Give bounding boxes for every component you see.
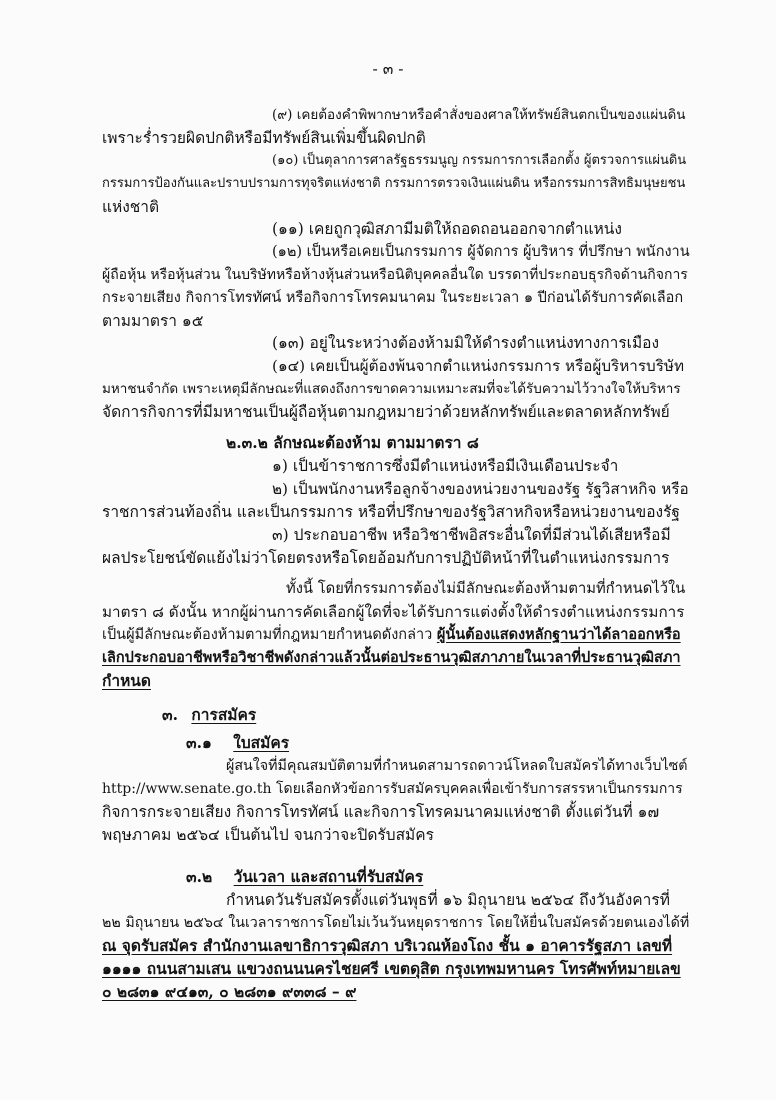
item-11-line-1: (๑๑) เคยถูกวุฒิสภามีมติให้ถอดถอนออกจากตำแหน่ง bbox=[272, 220, 622, 238]
section-32-line-5: ๐ ๒๘๓๑ ๙๔๑๓, ๐ ๒๘๓๑ ๙๓๓๘ – ๙ bbox=[102, 982, 357, 1001]
note-line-3-plain: เป็นผู้มีลักษณะต้องห้ามตามที่กฎหมายกำหนดดังกล่าว bbox=[102, 627, 437, 643]
section-32-number: ๓.๒ bbox=[186, 867, 213, 886]
section-32-line-4: ๑๑๑๑ ถนนสามเสน แขวงถนนนครไชยศรี เขตดุสิต กรุงเทพมหานคร โทรศัพท์หมายเลข bbox=[102, 959, 681, 978]
note-line-3-emphasis: ผู้นั้นต้องแสดงหลักฐานว่าได้ลาออกหรือ bbox=[436, 626, 681, 643]
item-10-line-2: กรรมการป้องกันและปราบปรามการทุจริตแห่งชาติ กรรมการตรวจเงินแผ่นดิน หรือกรรมการสิทธิมนุษยชน bbox=[102, 176, 686, 191]
section-3-title: การสมัคร bbox=[191, 705, 257, 724]
item-12-line-1: (๑๒) เป็นหรือเคยเป็นกรรมการ ผู้จัดการ ผู้บริหาร ที่ปรึกษา พนักงาน bbox=[272, 244, 690, 260]
note-line-2: มาตรา ๘ ดังนั้น หากผู้ผ่านการคัดเลือกผู้ใดที่จะได้รับการแต่งตั้งให้ดำรงตำแหน่งกรรมการ bbox=[102, 603, 685, 621]
note-line-1: ทั้งนี้ โดยที่กรรมการต้องไม่มีลักษณะต้องห้ามตามที่กำหนดไว้ใน bbox=[286, 580, 686, 597]
section-232-item-3-line-2: ผลประโยชน์ขัดแย้งไม่ว่าโดยตรงหรือโดยอ้อมกับการปฏิบัติหน้าที่ในตำแหน่งกรรมการ bbox=[102, 549, 670, 567]
section-232-heading: ๒.๓.๒ ลักษณะต้องห้าม ตามมาตรา ๘ bbox=[226, 433, 479, 452]
section-232-item-3-line-1: ๓) ประกอบอาชีพ หรือวิชาชีพอิสระอื่นใดที่มีส่วนได้เสียหรือมี bbox=[272, 526, 671, 544]
section-32-line-3: ณ จุดรับสมัคร สำนักงานเลขาธิการวุฒิสภา บริเวณห้องโถง ชั้น ๑ อาคารรัฐสภา เลขที่ bbox=[102, 936, 673, 955]
section-3-number: ๓. bbox=[162, 705, 178, 724]
section-232-item-2-line-2: ราชการส่วนท้องถิ่น และเป็นกรรมการ หรือที่ปรึกษาของรัฐวิสาหกิจหรือหน่วยงานของรัฐ bbox=[102, 503, 680, 521]
section-31-line-4: พฤษภาคม ๒๕๖๔ เป็นต้นไป จนกว่าจะปิดรับสมัคร bbox=[102, 826, 434, 844]
item-9-line-1: (๙) เคยต้องคำพิพากษาหรือคำสั่งของศาลให้ทรัพย์สินตกเป็นของแผ่นดิน bbox=[272, 107, 686, 123]
section-31-line-3: กิจการกระจายเสียง กิจการโทรทัศน์ และกิจการโทรคมนาคมแห่งชาติ ตั้งแต่วันที่ ๑๗ bbox=[102, 803, 660, 821]
section-232-item-2-line-1: ๒) เป็นพนักงานหรือลูกจ้างของหน่วยงานของรัฐ รัฐวิสาหกิจ หรือ bbox=[272, 480, 689, 498]
section-31-line-1: ผู้สนใจที่มีคุณสมบัติตามที่กำหนดสามารถดาวน์โหลดใบสมัครได้ทางเว็บไซต์ bbox=[226, 758, 688, 774]
section-31-number: ๓.๑ bbox=[186, 733, 212, 752]
section-32-title: วันเวลา และสถานที่รับสมัคร bbox=[233, 867, 424, 886]
item-9-line-2: เพราะร่ำรวยผิดปกติหรือมีทรัพย์สินเพิ่มขึ้นผิดปกติ bbox=[102, 129, 426, 147]
item-14-line-1: (๑๔) เคยเป็นผู้ต้องพ้นจากตำแหน่งกรรมการ หรือผู้บริหารบริษัท bbox=[272, 357, 685, 375]
note-line-3 bbox=[102, 624, 681, 646]
section-32-line-1: กำหนดวันรับสมัครตั้งแต่วันพุธที่ ๑๖ มิถุนายน ๒๕๖๔ ถึงวันอังคารที่ bbox=[226, 891, 670, 909]
item-12-line-3: กระจายเสียง กิจการโทรทัศน์ หรือกิจการโทรคมนาคม ในระยะเวลา ๑ ปีก่อนได้รับการคัดเลือก bbox=[102, 290, 684, 306]
section-3-heading bbox=[162, 704, 256, 726]
section-31-line-2: http://www.senate.go.th โดยเลือกหัวข้อการรับสมัครบุคคลเพื่อเข้ารับการสรรหาเป็นกรรมการ bbox=[102, 781, 683, 797]
note-line-5: กำหนด bbox=[102, 671, 151, 690]
section-32-heading bbox=[186, 866, 423, 888]
item-12-line-2: ผู้ถือหุ้น หรือหุ้นส่วน ในบริษัทหรือห้างหุ้นส่วนหรือนิติบุคคลอื่นใด บรรดาที่ประกอบธุรกิจด้านกิจการ bbox=[102, 267, 688, 283]
item-13-line-1: (๑๓) อยู่ในระหว่างต้องห้ามมิให้ดำรงตำแหน่งทางการเมือง bbox=[272, 334, 660, 352]
item-14-line-3: จัดการกิจการที่มีมหาชนเป็นผู้ถือหุ้นตามกฎหมายว่าด้วยหลักทรัพย์และตลาดหลักทรัพย์ bbox=[102, 403, 670, 421]
section-31-heading bbox=[186, 732, 289, 754]
item-10-line-1: (๑๐) เป็นตุลาการศาลรัฐธรรมนูญ กรรมการการเลือกตั้ง ผู้ตรวจการแผ่นดิน bbox=[272, 153, 687, 168]
section-232-item-1: ๑) เป็นข้าราชการซึ่งมีตำแหน่งหรือมีเงินเดือนประจำ bbox=[272, 457, 619, 475]
item-12-line-4: ตามมาตรา ๑๕ bbox=[102, 312, 204, 330]
note-line-4: เลิกประกอบอาชีพหรือวิชาชีพดังกล่าวแล้วนั้นต่อประธานวุฒิสภาภายในเวลาที่ประธานวุฒิสภา bbox=[102, 649, 681, 666]
section-32-line-2: ๒๒ มิถุนายน ๒๕๖๔ ในเวลาราชการโดยไม่เว้นวันหยุดราชการ โดยให้ยื่นใบสมัครด้วยตนเองได้ที่ bbox=[102, 915, 690, 931]
page-number: - ๓ - bbox=[372, 60, 404, 78]
section-31-title: ใบสมัคร bbox=[233, 733, 290, 752]
item-14-line-2: มหาชนจำกัด เพราะเหตุมีลักษณะที่แสดงถึงการขาดความเหมาะสมที่จะได้รับความไว้วางใจให้บริหาร bbox=[102, 381, 681, 397]
item-10-line-3: แห่งชาติ bbox=[102, 198, 160, 216]
